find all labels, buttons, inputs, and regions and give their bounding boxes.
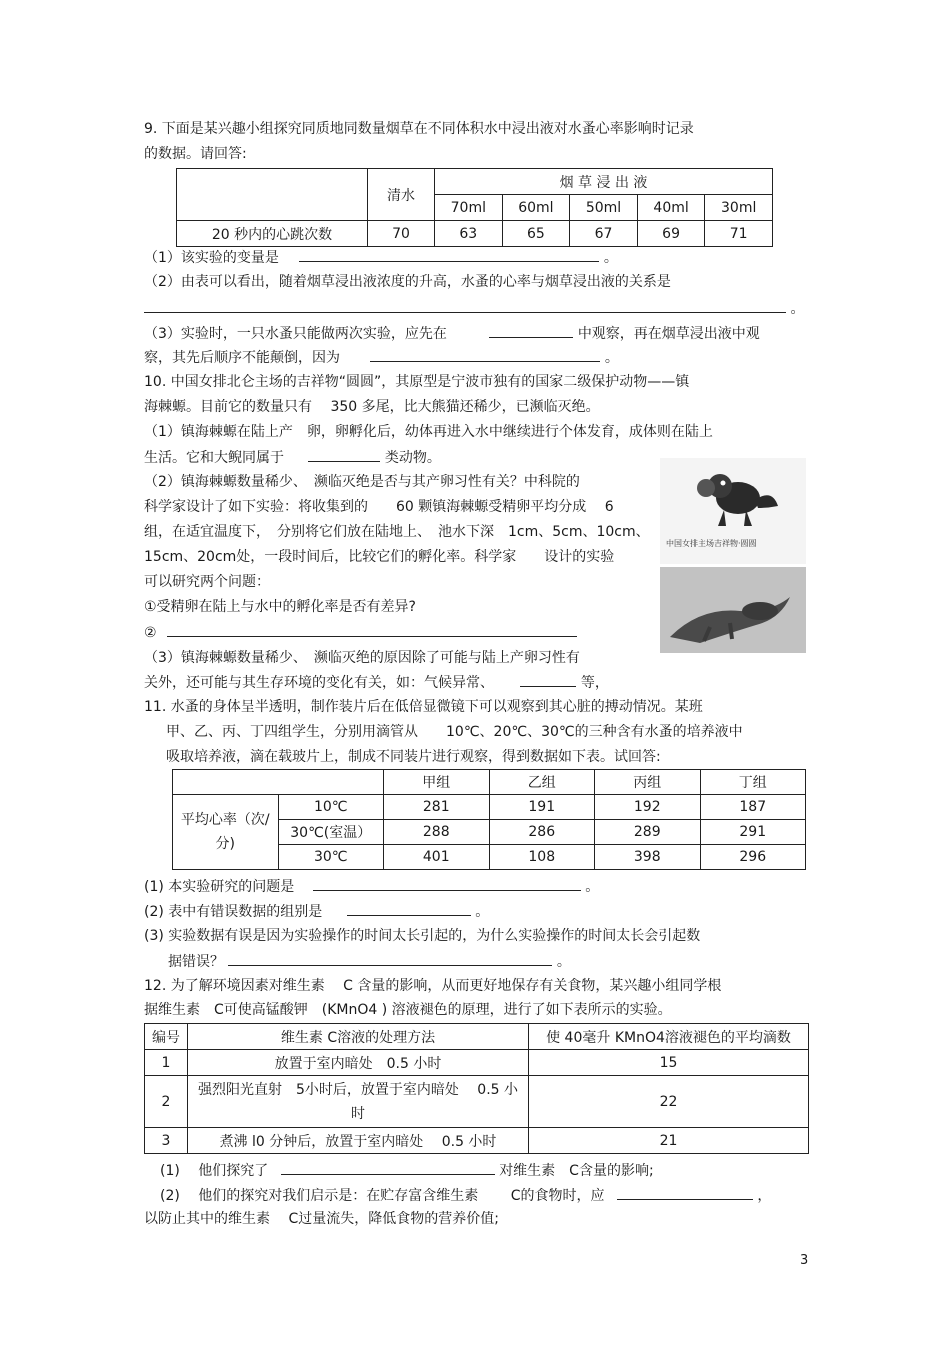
q12-sub2-blank[interactable] [617,1185,753,1200]
q11-temp-cell: 10℃ [278,795,384,820]
q11-temp-cell: 30℃(室温） [278,820,384,845]
q9-volume-cell: 60ml [502,195,570,221]
q12-sub2-line2: 以防止其中的维生素 C过量流失，降低食物的营养价值; [144,1211,499,1227]
q11-sub2 [144,901,489,922]
q11-sub1-end: 。 [585,879,600,895]
q12-no-cell: 2 [145,1076,188,1128]
q11-value-cell: 288 [384,820,490,845]
q9-data-table [176,168,773,247]
q10-line3: （1）镇海棘螈在陆上产 卵，卵孵化后，幼体再进入水中继续进行个体发育，成体则在陆上 [144,424,713,440]
q12-sub1-text: (1) 他们探究了 [160,1163,269,1179]
q9-value-cell: 65 [502,221,570,247]
q9-value-cell: 69 [637,221,705,247]
q12-sub2 [160,1185,771,1206]
q9-sub3-blank2[interactable] [370,347,600,362]
q10-line9: 可以研究两个问题： [144,574,270,590]
q12-no-cell: 3 [145,1128,188,1154]
q9-stem-line2: 的数据。请回答: [144,146,247,162]
q11-sub1-blank[interactable] [313,876,581,891]
q12-sub2-text: (2) 他们的探究对我们启示是：在贮存富含维生素 C的食物时，应 [160,1188,605,1204]
q11-group-header: 甲组 [384,770,490,795]
q11-data-table [172,769,806,870]
q9-sub2: （2）由表可以看出，随着烟草浸出液浓度的升高，水蚤的心率与烟草浸出液的关系是 [144,274,671,290]
q10-line4 [144,447,441,468]
q11-value-cell: 281 [384,795,490,820]
mascot-photo [660,458,806,564]
q10-line2: 海棘螈。目前它的数量只有 350 多尾，比大熊猫还稀少，已濒临灭绝。 [144,399,600,415]
q11-value-cell: 108 [489,845,595,870]
q11-sub3-blank[interactable] [228,951,552,966]
q11-group-header: 丁组 [700,770,806,795]
q12-line1: 12. 为了解环境因素对维生素 C 含量的影响，从而更好地保存有关食物，某兴趣小组同学根 [144,978,722,994]
q12-sub1-blank[interactable] [281,1160,495,1175]
q9-sub3-text: （3）实验时，一只水蚤只能做两次实验，应先在 [144,326,447,342]
q9-sub3b-end: 。 [604,350,619,366]
q12-header-method: 维生素 C溶液的处理方法 [188,1024,529,1050]
q10-line11 [144,622,577,643]
q11-value-cell: 192 [595,795,701,820]
q9-row-label: 20 秒内的心跳次数 [177,221,368,247]
q10-sub1-blank[interactable] [308,447,380,462]
q9-sub2-blank[interactable] [144,298,786,313]
q12-method-cell: 煮沸 l0 分钟后，放置于室内暗处 0.5 小时 [188,1128,529,1154]
q12-drops-cell: 22 [529,1076,809,1128]
q9-sub1-end: 。 [603,250,618,266]
q9-volume-cell: 50ml [570,195,638,221]
q9-sub3-blank1[interactable] [489,323,573,338]
q10-line13-text: 关外，还可能与其生存环境的变化有关，如：气候异常、 [144,675,494,691]
q12-sub1 [160,1160,654,1181]
q9-value-cell: 67 [570,221,638,247]
q9-sub3b-text: 察，其先后顺序不能颠倒，因为 [144,350,340,366]
q11-line2: 甲、乙、丙、丁四组学生，分别用滴管从 10℃、20℃、30℃的三种含有水蚤的培养液中 [166,724,743,740]
q10-line10: ①受精卵在陆上与水中的孵化率是否有差异? [144,599,416,615]
q11-temp-cell: 30℃ [278,845,384,870]
q9-stem-line1: 9. 下面是某兴趣小组探究同质地同数量烟草在不同体积水中浸出液对水蚤心率影响时记录 [144,121,694,137]
q11-value-cell: 289 [595,820,701,845]
q10-line6: 科学家设计了如下实验：将收集到的 60 颗镇海棘螈受精卵平均分成 6 [144,499,614,515]
q10-line11-text: ② [144,625,157,641]
q11-sub2-blank[interactable] [347,901,471,916]
q9-value-cell: 71 [705,221,773,247]
q10-line5: （2）镇海棘螈数量稀少、 濒临灭绝是否与其产卵习性有关？中科院的 [144,474,580,490]
mascot-caption: 中国女排主场吉祥物·圆圆 [666,539,757,548]
q11-table-blank-header [173,770,384,795]
q9-sub1 [144,247,618,268]
q11-sub3-line1: (3) 实验数据有误是因为实验操作的时间太长引起的，为什么实验操作的时间太长会引起数 [144,928,701,944]
q11-value-cell: 398 [595,845,701,870]
q11-line3: 吸取培养液，滴在载玻片上，制成不同装片进行观察，得到数据如下表。试回答: [166,749,661,765]
q9-col-extract: 烟 草 浸 出 液 [435,169,773,195]
q12-method-cell: 强烈阳光直射 5小时后，放置于室内暗处 0.5 小时 [188,1076,529,1128]
q12-header-no: 编号 [145,1024,188,1050]
q10-sub3-blank[interactable] [520,672,576,687]
q9-volume-cell: 40ml [637,195,705,221]
q12-method-cell: 放置于室内暗处 0.5 小时 [188,1050,529,1076]
q11-group-header: 乙组 [489,770,595,795]
q9-sub3-line1 [144,323,760,344]
q10-line1: 10. 中国女排北仑主场的吉祥物“圆圆”，其原型是宁波市独有的国家二级保护动物——镇 [144,374,690,390]
q10-line4-text: 生活。它和大鲵同属于 [144,450,284,466]
q9-sub2-end: 。 [790,301,805,317]
q9-value-cell: 63 [435,221,503,247]
q12-sub1-end: 对维生素 C含量的影响; [499,1163,654,1179]
q10-line4-end: 类动物。 [384,450,441,466]
q10-line13-end: 等， [580,675,609,691]
q9-sub3-line2 [144,347,619,368]
q12-no-cell: 1 [145,1050,188,1076]
salamander-photo [660,567,806,653]
q12-drops-cell: 15 [529,1050,809,1076]
q11-sub3b-text: 据错误？ [168,954,224,970]
q9-sub1-blank[interactable] [299,247,599,262]
q10-line7: 组，在适宜温度下， 分别将它们放在陆地上、 池水下深 1cm、5cm、10cm、 [144,524,650,540]
q12-data-table [144,1023,809,1154]
q9-sub2-answer [144,298,804,319]
q11-value-cell: 187 [700,795,806,820]
q11-sub3-line2 [168,951,571,972]
page-number: 3 [800,1253,809,1268]
q9-col-water: 清水 [368,169,435,221]
q10-line13 [144,672,609,693]
q11-sub1-text: (1) 本实验研究的问题是 [144,879,295,895]
q11-group-header: 丙组 [595,770,701,795]
salamander-illustration [660,567,806,653]
q11-value-cell: 296 [700,845,806,870]
q12-header-drops: 使 40毫升 KMnO4溶液褪色的平均滴数 [529,1024,809,1050]
q12-drops-cell: 21 [529,1128,809,1154]
q11-line1: 11. 水蚤的身体呈半透明，制作装片后在低倍显微镜下可以观察到其心脏的搏动情况。某班 [144,699,703,715]
q9-sub3-end: 中观察，再在烟草浸出液中观 [577,326,760,342]
q11-value-cell: 286 [489,820,595,845]
q9-value-cell: 70 [368,221,435,247]
q11-value-cell: 401 [384,845,490,870]
q11-sub1 [144,876,599,897]
q10-sub2-blank[interactable] [167,622,577,637]
q12-sub2-end: ， [757,1188,772,1204]
q11-sub3b-end: 。 [556,954,571,970]
q11-sub2-text: (2) 表中有错误数据的组别是 [144,904,323,920]
q9-volume-cell: 30ml [705,195,773,221]
q11-value-cell: 191 [489,795,595,820]
q9-volume-cell: 70ml [435,195,503,221]
q10-line8: 15cm、20cm处，一段时间后，比较它们的孵化率。科学家 设计的实验 [144,549,615,565]
q12-line2: 据维生素 C可使高锰酸钾 (KMnO4 ) 溶液褪色的原理，进行了如下表所示的实验。 [144,1002,672,1018]
q9-sub1-text: （1）该实验的变量是 [144,250,279,266]
q11-value-cell: 291 [700,820,806,845]
q10-line12: （3）镇海棘螈数量稀少、 濒临灭绝的原因除了可能与陆上产卵习性有 [144,650,580,666]
q9-table-blank-header [177,169,368,221]
q11-sub2-end: 。 [475,904,490,920]
q11-row-label: 平均心率（次/分) [173,795,279,870]
